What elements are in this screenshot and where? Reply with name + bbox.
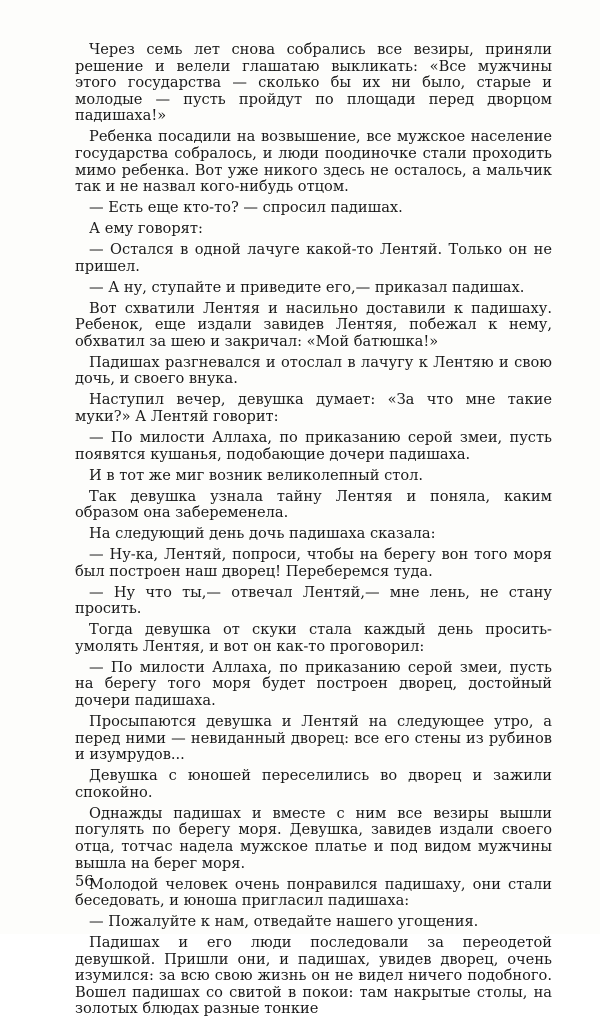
paragraph: На следующий день дочь падишаха сказала:	[89, 525, 436, 543]
paragraph: Падишах разгневался и отослал в лачугу к Лентяю и свою дочь, и своего внука.	[75, 353, 552, 388]
paragraph: Тогда девушка от скуки стала каждый день просить-умолять Лентяя, и вот он как-то проговорил:	[75, 621, 552, 655]
paragraph: Молодой человек очень понравился падишаху, они стали беседовать, и юноша пригласил падишаха:	[75, 875, 552, 910]
paragraph: Девушка с юношей переселились во дворец и зажили спокойно.	[75, 767, 552, 801]
paragraph: И в тот же миг возник великолепный стол.	[89, 466, 424, 484]
paragraph: — Ну-ка, Лентяй, попроси, чтобы на берегу вон того моря был построен наш дворец! Переберемся туда.	[75, 546, 552, 580]
paragraph: — Есть еще кто-то? — спросил падишах.	[89, 199, 403, 217]
paragraph: — Пожалуйте к нам, отведайте нашего угощения.	[89, 913, 479, 931]
paragraph: Падишах и его люди последовали за переодетой девушкой. Пришли они, и падишах, увидев дворец, очень изумился: за всю свою жизнь он не видел ничего подобного. Вошел падишах со свитой в покои: там накрытые столы, на золотых блюдах разные тонкие	[75, 934, 552, 1018]
paragraph: Просыпаются девушка и Лентяй на следующее утро, а перед ними — невиданный дворец: все его стены из рубинов и изумрудов...	[75, 713, 552, 764]
paragraph: — Ну что ты,— отвечал Лентяй,— мне лень, не стану просить.	[75, 583, 552, 618]
paragraph: — А ну, ступайте и приведите его,— приказал падишах.	[89, 278, 525, 296]
paragraph: Наступил вечер, девушка думает: «За что мне такие муки?» А Лентяй говорит:	[75, 391, 552, 425]
paragraph: Через семь лет снова собрались все везиры, приняли решение и велели глашатаю выкликать: «Все мужчины этого государства — сколько бы их ни было, старые и молодые — пусть пройдут по площади перед дворцом падишаха!»	[75, 41, 552, 125]
paragraph: Так девушка узнала тайну Лентяя и поняла, каким образом она забеременела.	[75, 487, 552, 522]
story-text	[75, 42, 552, 1022]
paragraph: А ему говорят:	[89, 220, 203, 238]
paragraph: Вот схватили Лентяя и насильно доставили к падишаху. Ребенок, еще издали завидев Лентяя, побежал к нему, обхватил за шею и закричал: «Мой батюшка!»	[75, 299, 552, 350]
page-number: 56	[75, 873, 94, 890]
paragraph: — По милости Аллаха, по приказанию серой змеи, пусть на берегу того моря будет построен дворец, достойный дочери падишаха.	[75, 658, 552, 710]
paragraph: Однажды падишах и вместе с ним все везиры вышли погулять по берегу моря. Девушка, завидев издали своего отца, тотчас надела мужское платье и под видом мужчины вышла на берег моря.	[75, 804, 552, 872]
paragraph: Ребенка посадили на возвышение, все мужское население государства собралось, и люди поодиночке стали проходить мимо ребенка. Вот уже никого здесь не осталось, а мальчик так и не назвал кого-нибудь отцом.	[75, 128, 552, 196]
paragraph: — Остался в одной лачуге какой-то Лентяй. Только он не пришел.	[75, 241, 552, 275]
paragraph: — По милости Аллаха, по приказанию серой змеи, пусть появятся кушанья, подобающие дочери падишаха.	[75, 428, 552, 463]
